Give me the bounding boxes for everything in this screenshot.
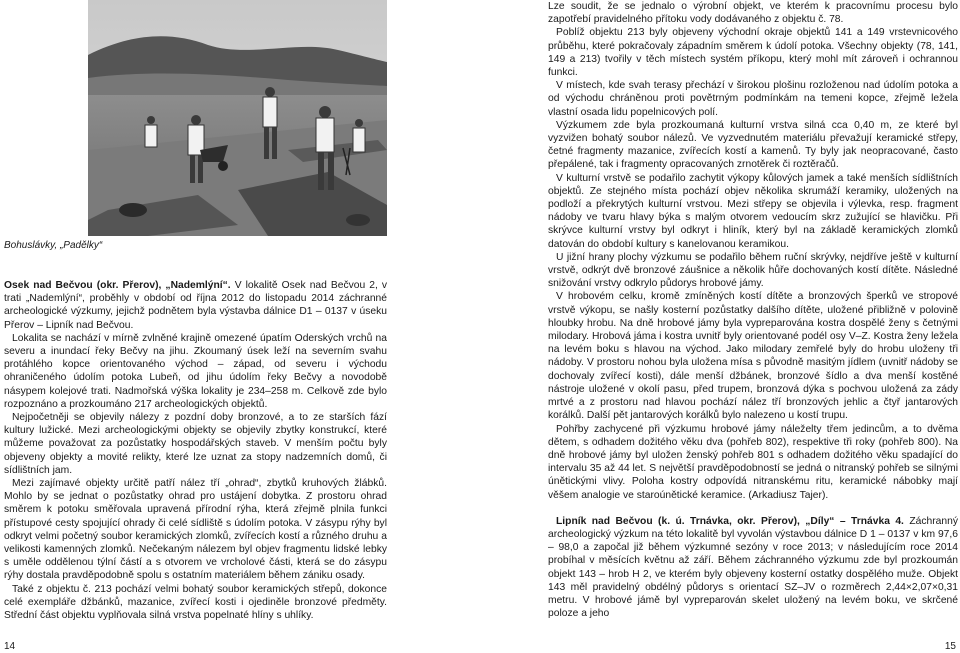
paragraph [548, 119, 958, 172]
paragraph [548, 515, 958, 621]
page-number-right: 15 [944, 641, 956, 652]
photo-caption: Bohuslávky, „Padělky“ [4, 240, 103, 251]
paragraph-text: Záchranný archeologický výzkum na této lokalitě byl vyvolán výstavbou dálnice D 1 – 0137 v km 97,6 – 98,0 a započal již během výzkumné sezóny v roce 2013; v následujícím roce 2014 probíhal v měsících květnu až září. Během záchranného výzkumu zde byl prozkoumán objekt 143 – hrob H 2, ve kterém byly objeveny kosterní ostatky dospělého muže. Objekt 143 měl pravidelný obdélný půdorys s orientací SZ–JV o rozměrech 2,44×2,07×0,31 metru. V hrobové jámě byl vypreparován skelet uložený na levém boku, ve skrčené poloze a jeho [548, 515, 958, 620]
paragraph-text: Také z objektu č. 213 pochází velmi bohatý soubor keramických střepů, dokonce celé exempláře džbánků, mazanice, zvířecí kosti i ojediněle bronzové předměty. Střední část objektu vyplňovala silná vrstva popelnaté hlíny s uhlíky. [4, 583, 387, 622]
paragraph-text: V hrobovém celku, kromě zmíněných kostí dítěte a bronzových šperků ve stropové vrstvě výkopu, se našly kosterní pozůstatky dalšího dítěte, uložené přibližně v polovině hloubky hrobu. Na dně hrobové jámy byla vypreparována kostra dospělé ženy s četnými milodary. Hrobová jáma i kostra uvnitř byly orientované podél osy V–Z. Kostra ženy ležela na levém boku s hlavou na východ. Jako milodary zemřelé byly do hrobu uloženy tři nádoby. V prostoru nohou byla uložena mísa s původně masitým jídlem (uvnitř nádoby se dochovaly zvířecí kosti), dále menší džbánek, bronzové šídlo a dva menší kostěné nástroje uložené v okolí pasu, před trupem, bronzová dýka s pochvou uložená za zády mrtvé a z prostoru nad hlavou pochází nález tří bronzových jehlic a čtyř jantarových korálků. Další pět jantarových korálků bylo nalezeno u kostí trupu. [548, 291, 958, 422]
paragraph [548, 79, 958, 119]
paragraph [4, 279, 387, 332]
paragraph-text: Lokalita se nachází v mírně zvlněné krajině omezené úpatím Oderských vrchů na severu a inundací řeky Bečvy na jihu. Zkoumaný úsek leží na severním svahu protáhlého kopce orientovaného východ – západ, od severu i východu ohraničeného údolím potoka Lubeň, od jihu údolím řeky Bečvy a novodobě násypem kolejové trati. Nadmořská výška lokality je 234–258 m. Celkově zde bylo rozpoznáno a prozkoumáno 217 archeologických objektů. [4, 332, 387, 410]
left-text-column [4, 279, 387, 622]
paragraph [548, 172, 958, 251]
paragraph [4, 332, 387, 411]
right-text-column [548, 0, 958, 620]
paragraph-text: V lokalitě Osek nad Bečvou 2, v trati „Nademlýní“, proběhly v období od října 2012 do listopadu 2014 záchranné archeologické výzkumy, jejichž podnětem byla výstavba dálnice D1 – 0137 v úseku Přerov – Lipník nad Bečvou. [4, 280, 387, 331]
paragraph-text: V kulturní vrstvě se podařilo zachytit výkopy kůlových jamek a také menších sídlištních objektů. Ze stejného místa pochází objev několika skrumáží keramiky, uložených na podloží a překrytých kulturní vrstvou. Mezi střepy se objevila i výlevka, resp. fragment nádoby ve tvaru hlavy býka s malým otvorem vedoucím skrz zužující se hlavičku. Při skrývce kulturní vrstvy byl odkryt i hliník, který byl na základě keramických zlomků datován do období kultury s kanelovanou keramikou. [548, 172, 958, 250]
page-number-left: 14 [4, 641, 16, 652]
paragraph-text: Pohřby zachycené při výzkumu hrobové jámy náleželty třem jedincům, a to dvěma dětem, s odhadem dožitého věku dva (pohřeb 802), respektive tři roky (pohřeb 800). Na dně hrobové jámy byl uložen ženský pohřeb 801 s odhadem dožitého věku spadající do intervalu 35 až 44 let. S největší pravděpodobností se jedná o nitranský pohřeb se silnými únětickými vlivy. Poloha kostry odpovídá nitranskému ritu, keramické nábobky mají věšem analogie ve staroúnětické keramice. (Arkadiusz Tajer). [548, 423, 958, 501]
paragraph [548, 0, 958, 26]
paragraph [4, 477, 387, 583]
paragraph [548, 26, 958, 79]
paragraph-text: Lze soudit, že se jednalo o výrobní objekt, ve kterém k pracovnímu procesu bylo zapotřebí pravidelného přítoku vody dodávaného z objektu č. 78. [548, 1, 958, 26]
paragraph-text: Mezi zajímavé objekty určitě patří nález tří „ohrad“, zbytků kruhových žlábků. Mohlo by se jednat o pozůstatky ohrad pro ustájení dobytka. Z prostoru ohrad směrem k potoku směřovala upravená přírodní rýha, která zřejmě plnila funkci přístupové cesty spojující ohrady či celé sídliště s údolím potoka. V zásypu rýhy byl odkryt velmi početný soubor keramických zlomků, zvířecích kostí a různého druhu a velikosti kamenných zlomků. Nečekaným nálezem byl objev fragmentu lidské lebky s uměle oddělenou týlní částí a s otvorem ve vrcholové části, která se do zásypu rýhy dostala pravděpodobně spolu s ostatním materiálem během zániku osady. [4, 478, 387, 582]
paragraph [548, 251, 958, 291]
excavation-photo [88, 0, 387, 236]
paragraph [548, 290, 958, 422]
paragraph [548, 423, 958, 502]
paragraph-heading: Lipník nad Bečvou (k. ú. Trnávka, okr. Přerov), „Díly“ – Trnávka 4. [556, 515, 904, 527]
paragraph-text: V místech, kde svah terasy přechází v širokou plošinu rozloženou nad údolím potoka a od východu chráněnou proti povětrným podmínkám na temeni kopce, zřejmě ležela vlastní osada lidu popelnicových polí. [548, 80, 958, 118]
paragraph-text: Poblíž objektu 213 byly objeveny východní okraje objektů 141 a 149 vrstevnicového průběhu, které pokračovaly západním směrem k údolí potoka. Všechny objekty (78, 141, 149 a 213) tvořily v těch místech systém příkopu, který mohl mít zároveň i ochrannou funkci. [548, 27, 958, 79]
paragraph [4, 411, 387, 477]
paragraph-text: Výzkumem zde byla prozkoumaná kulturní vrstva silná cca 0,40 m, ze které byl vyzvižen bohatý soubor nálezů. Ve vyzvednutém materiálu převažují keramické střepy, četné fragmenty mazanice, zvířecích kostí a kamenů. Ty byly jak neopracované, často přepálené, tak i fragmenty opracovaných zrnotěrek či roztěračů. [548, 119, 958, 171]
paragraph-text: Nejpočetněji se objevily nálezy z pozdní doby bronzové, a to ze starších fází kultury lužické. Mezi archeologickými objekty se objevily zbytky konstrukcí, které můžeme považovat za pozůstatky hospodářských staveb. V menším počtu byly objeveny objekty a movité relikty, které lze uznat za stopy nadzemních domů, či sídlištních jam. [4, 412, 387, 476]
paragraph-heading: Osek nad Bečvou (okr. Přerov), „Nademlýní“. [4, 280, 231, 291]
paragraph [4, 583, 387, 623]
paragraph-text: U jižní hrany plochy výzkumu se podařilo během ruční skrývky, nejdříve ještě v kulturní vrstvě, odkrýt dvě bronzové záušnice a několik hůře dochovaných kostí dítěte. Následné snižování vrstvy odkrylo půdorys hrobové jámy. [548, 251, 958, 290]
